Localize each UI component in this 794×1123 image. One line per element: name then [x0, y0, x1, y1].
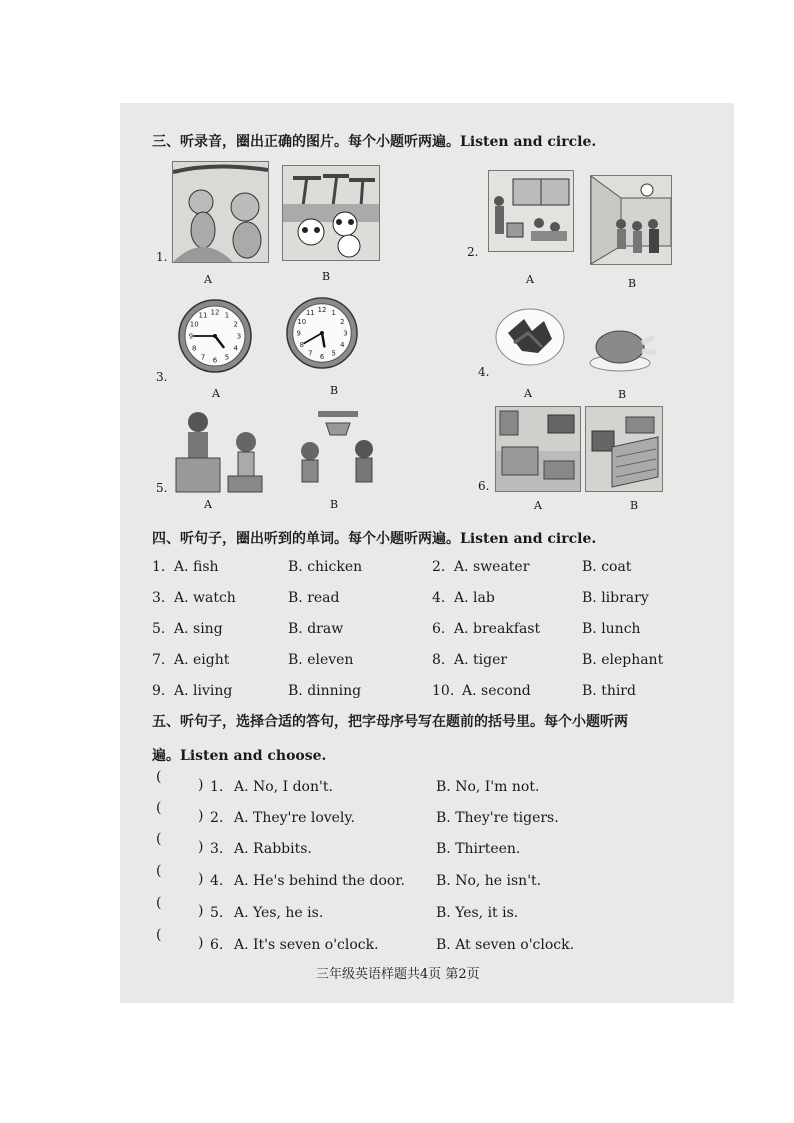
q4-1-number: 1. — [152, 559, 166, 575]
vegetables-plate-picture — [494, 303, 566, 367]
clock-numeral: 3 — [343, 329, 348, 338]
clock-b-picture — [285, 296, 359, 370]
clock-numeral: 6 — [212, 356, 218, 365]
q4-1-option-a[interactable]: A. fish — [174, 559, 219, 575]
q5-6-number: 6. — [210, 937, 224, 953]
answer-paren-close: ) — [198, 935, 204, 951]
bedroom-picture — [585, 406, 663, 492]
answer-paren-open: ( — [156, 895, 162, 911]
item-6-option-a-label: A — [534, 499, 542, 512]
clock-numeral: 3 — [236, 332, 242, 341]
page-footer: 三年级英语样题共4页 第2页 — [316, 967, 480, 982]
children-lamp-picture — [292, 409, 384, 491]
q4-9-option-a[interactable]: A. living — [174, 683, 233, 699]
q4-5-option-a[interactable]: A. sing — [174, 621, 223, 637]
item-2-number: 2. — [467, 245, 479, 259]
clock-numeral: 1 — [331, 309, 336, 318]
section-4-title: 四、听句子，圈出听到的单词。每个小题听两遍。Listen and circle. — [152, 531, 597, 547]
clock-numeral: 12 — [317, 306, 327, 315]
q4-2-option-b[interactable]: B. coat — [582, 559, 632, 575]
classroom-picture — [488, 170, 574, 252]
clock-numeral: 11 — [305, 309, 315, 318]
clock-numeral: 4 — [340, 341, 345, 350]
q5-5-option-b: B. Yes, it is. — [436, 905, 519, 921]
q4-4-option-a[interactable]: A. lab — [454, 590, 495, 606]
item-3-option-a-label: A — [212, 387, 220, 400]
item-3-option-b-label: B — [330, 384, 339, 397]
clock-center — [213, 334, 217, 338]
item-2-option-a-label: A — [526, 273, 534, 286]
item-4-option-a-label: A — [524, 387, 532, 400]
clock-numeral: 7 — [200, 353, 206, 362]
q4-7-number: 7. — [152, 652, 166, 668]
clock-center — [320, 331, 324, 335]
item-6-number: 6. — [478, 479, 490, 493]
q5-4-option-b: B. No, he isn't. — [436, 873, 542, 889]
living-room-picture — [495, 406, 581, 492]
section-5-title-line-1: 五、听句子，选择合适的答句，把字母序号写在题前的括号里。每个小题听两 — [152, 714, 628, 730]
section-3-title: 三、听录音，圈出正确的图片。每个小题听两遍。Listen and circle. — [152, 134, 597, 150]
q4-10-option-b[interactable]: B. third — [582, 683, 636, 699]
q4-8-option-a[interactable]: A. tiger — [454, 652, 508, 668]
clock-numeral: 11 — [198, 311, 208, 320]
q5-4-number: 4. — [210, 873, 224, 889]
q4-5-number: 5. — [152, 621, 166, 637]
q4-10-option-a[interactable]: A. second — [462, 683, 531, 699]
q4-2-option-a[interactable]: A. sweater — [454, 559, 530, 575]
clock-numeral: 5 — [224, 353, 230, 362]
answer-paren-open: ( — [156, 927, 162, 943]
answer-paren-open: ( — [156, 800, 162, 816]
item-5-number: 5. — [156, 481, 168, 495]
answer-paren-open: ( — [156, 863, 162, 879]
q4-7-option-b[interactable]: B. eleven — [288, 652, 354, 668]
q5-1-option-a: A. No, I don't. — [234, 779, 333, 795]
q4-6-option-b[interactable]: B. lunch — [582, 621, 641, 637]
q4-4-number: 4. — [432, 590, 446, 606]
clock-numeral: 9 — [296, 329, 301, 338]
q5-3-option-b: B. Thirteen. — [436, 841, 521, 857]
item-5-option-b-label: B — [330, 498, 339, 511]
clock-numeral: 2 — [340, 317, 345, 326]
item-5-option-a-label: A — [204, 498, 212, 511]
q4-1-option-b[interactable]: B. chicken — [288, 559, 363, 575]
q5-3-option-a: A. Rabbits. — [234, 841, 312, 857]
q4-4-option-b[interactable]: B. library — [582, 590, 649, 606]
q5-3-number: 3. — [210, 841, 224, 857]
q4-9-option-b[interactable]: B. dinning — [288, 683, 362, 699]
clock-numeral: 8 — [191, 344, 197, 353]
q4-6-option-a[interactable]: A. breakfast — [454, 621, 541, 637]
section-5-title-line-2: 遍。Listen and choose. — [152, 748, 327, 764]
q4-3-number: 3. — [152, 590, 166, 606]
q4-9-number: 9. — [152, 683, 166, 699]
clock-numeral: 10 — [189, 320, 199, 329]
item-1-option-a-label: A — [204, 273, 212, 286]
clock-numeral: 9 — [188, 332, 194, 341]
answer-paren-open: ( — [156, 769, 162, 785]
answer-paren-close: ) — [198, 777, 204, 793]
q5-4-option-a: A. He's behind the door. — [234, 873, 405, 889]
q4-8-option-b[interactable]: B. elephant — [582, 652, 664, 668]
answer-paren-close: ) — [198, 871, 204, 887]
clock-numeral: 10 — [297, 317, 307, 326]
q5-5-option-a: A. Yes, he is. — [234, 905, 324, 921]
teacher-student-picture — [172, 406, 264, 494]
roast-chicken-picture — [588, 321, 658, 373]
pandas-picture — [282, 165, 380, 261]
clock-numeral: 6 — [319, 352, 325, 361]
q5-2-option-a: A. They're lovely. — [234, 810, 355, 826]
exam-page — [120, 103, 734, 1003]
hallway-picture — [590, 175, 672, 265]
q4-5-option-b[interactable]: B. draw — [288, 621, 344, 637]
item-2-option-b-label: B — [628, 277, 637, 290]
item-3-number: 3. — [156, 370, 168, 384]
q5-2-number: 2. — [210, 810, 224, 826]
item-4-number: 4. — [478, 365, 490, 379]
answer-paren-close: ) — [198, 839, 204, 855]
q4-10-number: 10. — [432, 683, 455, 699]
clock-numeral: 4 — [233, 344, 239, 353]
q4-6-number: 6. — [432, 621, 446, 637]
clock-numeral: 5 — [331, 349, 336, 358]
q4-3-option-a[interactable]: A. watch — [174, 590, 236, 606]
clock-numeral: 2 — [233, 320, 239, 329]
q5-6-option-b: B. At seven o'clock. — [436, 937, 575, 953]
q4-7-option-a[interactable]: A. eight — [174, 652, 230, 668]
clock-a-picture — [177, 298, 253, 374]
answer-paren-close: ) — [198, 903, 204, 919]
q5-2-option-b: B. They're tigers. — [436, 810, 559, 826]
answer-paren-close: ) — [198, 808, 204, 824]
q4-8-number: 8. — [432, 652, 446, 668]
item-6-option-b-label: B — [630, 499, 639, 512]
clock-numeral: 7 — [308, 349, 313, 358]
q5-1-option-b: B. No, I'm not. — [436, 779, 540, 795]
item-1-option-b-label: B — [322, 270, 331, 283]
q4-2-number: 2. — [432, 559, 446, 575]
q5-6-option-a: A. It's seven o'clock. — [234, 937, 379, 953]
clock-numeral: 8 — [299, 341, 304, 350]
answer-paren-open: ( — [156, 831, 162, 847]
q4-3-option-b[interactable]: B. read — [288, 590, 340, 606]
monkeys-picture — [172, 161, 269, 263]
q5-1-number: 1. — [210, 779, 224, 795]
item-1-number: 1. — [156, 250, 168, 264]
q5-5-number: 5. — [210, 905, 224, 921]
clock-numeral: 12 — [210, 308, 220, 317]
item-4-option-b-label: B — [618, 388, 627, 401]
clock-numeral: 1 — [224, 311, 230, 320]
